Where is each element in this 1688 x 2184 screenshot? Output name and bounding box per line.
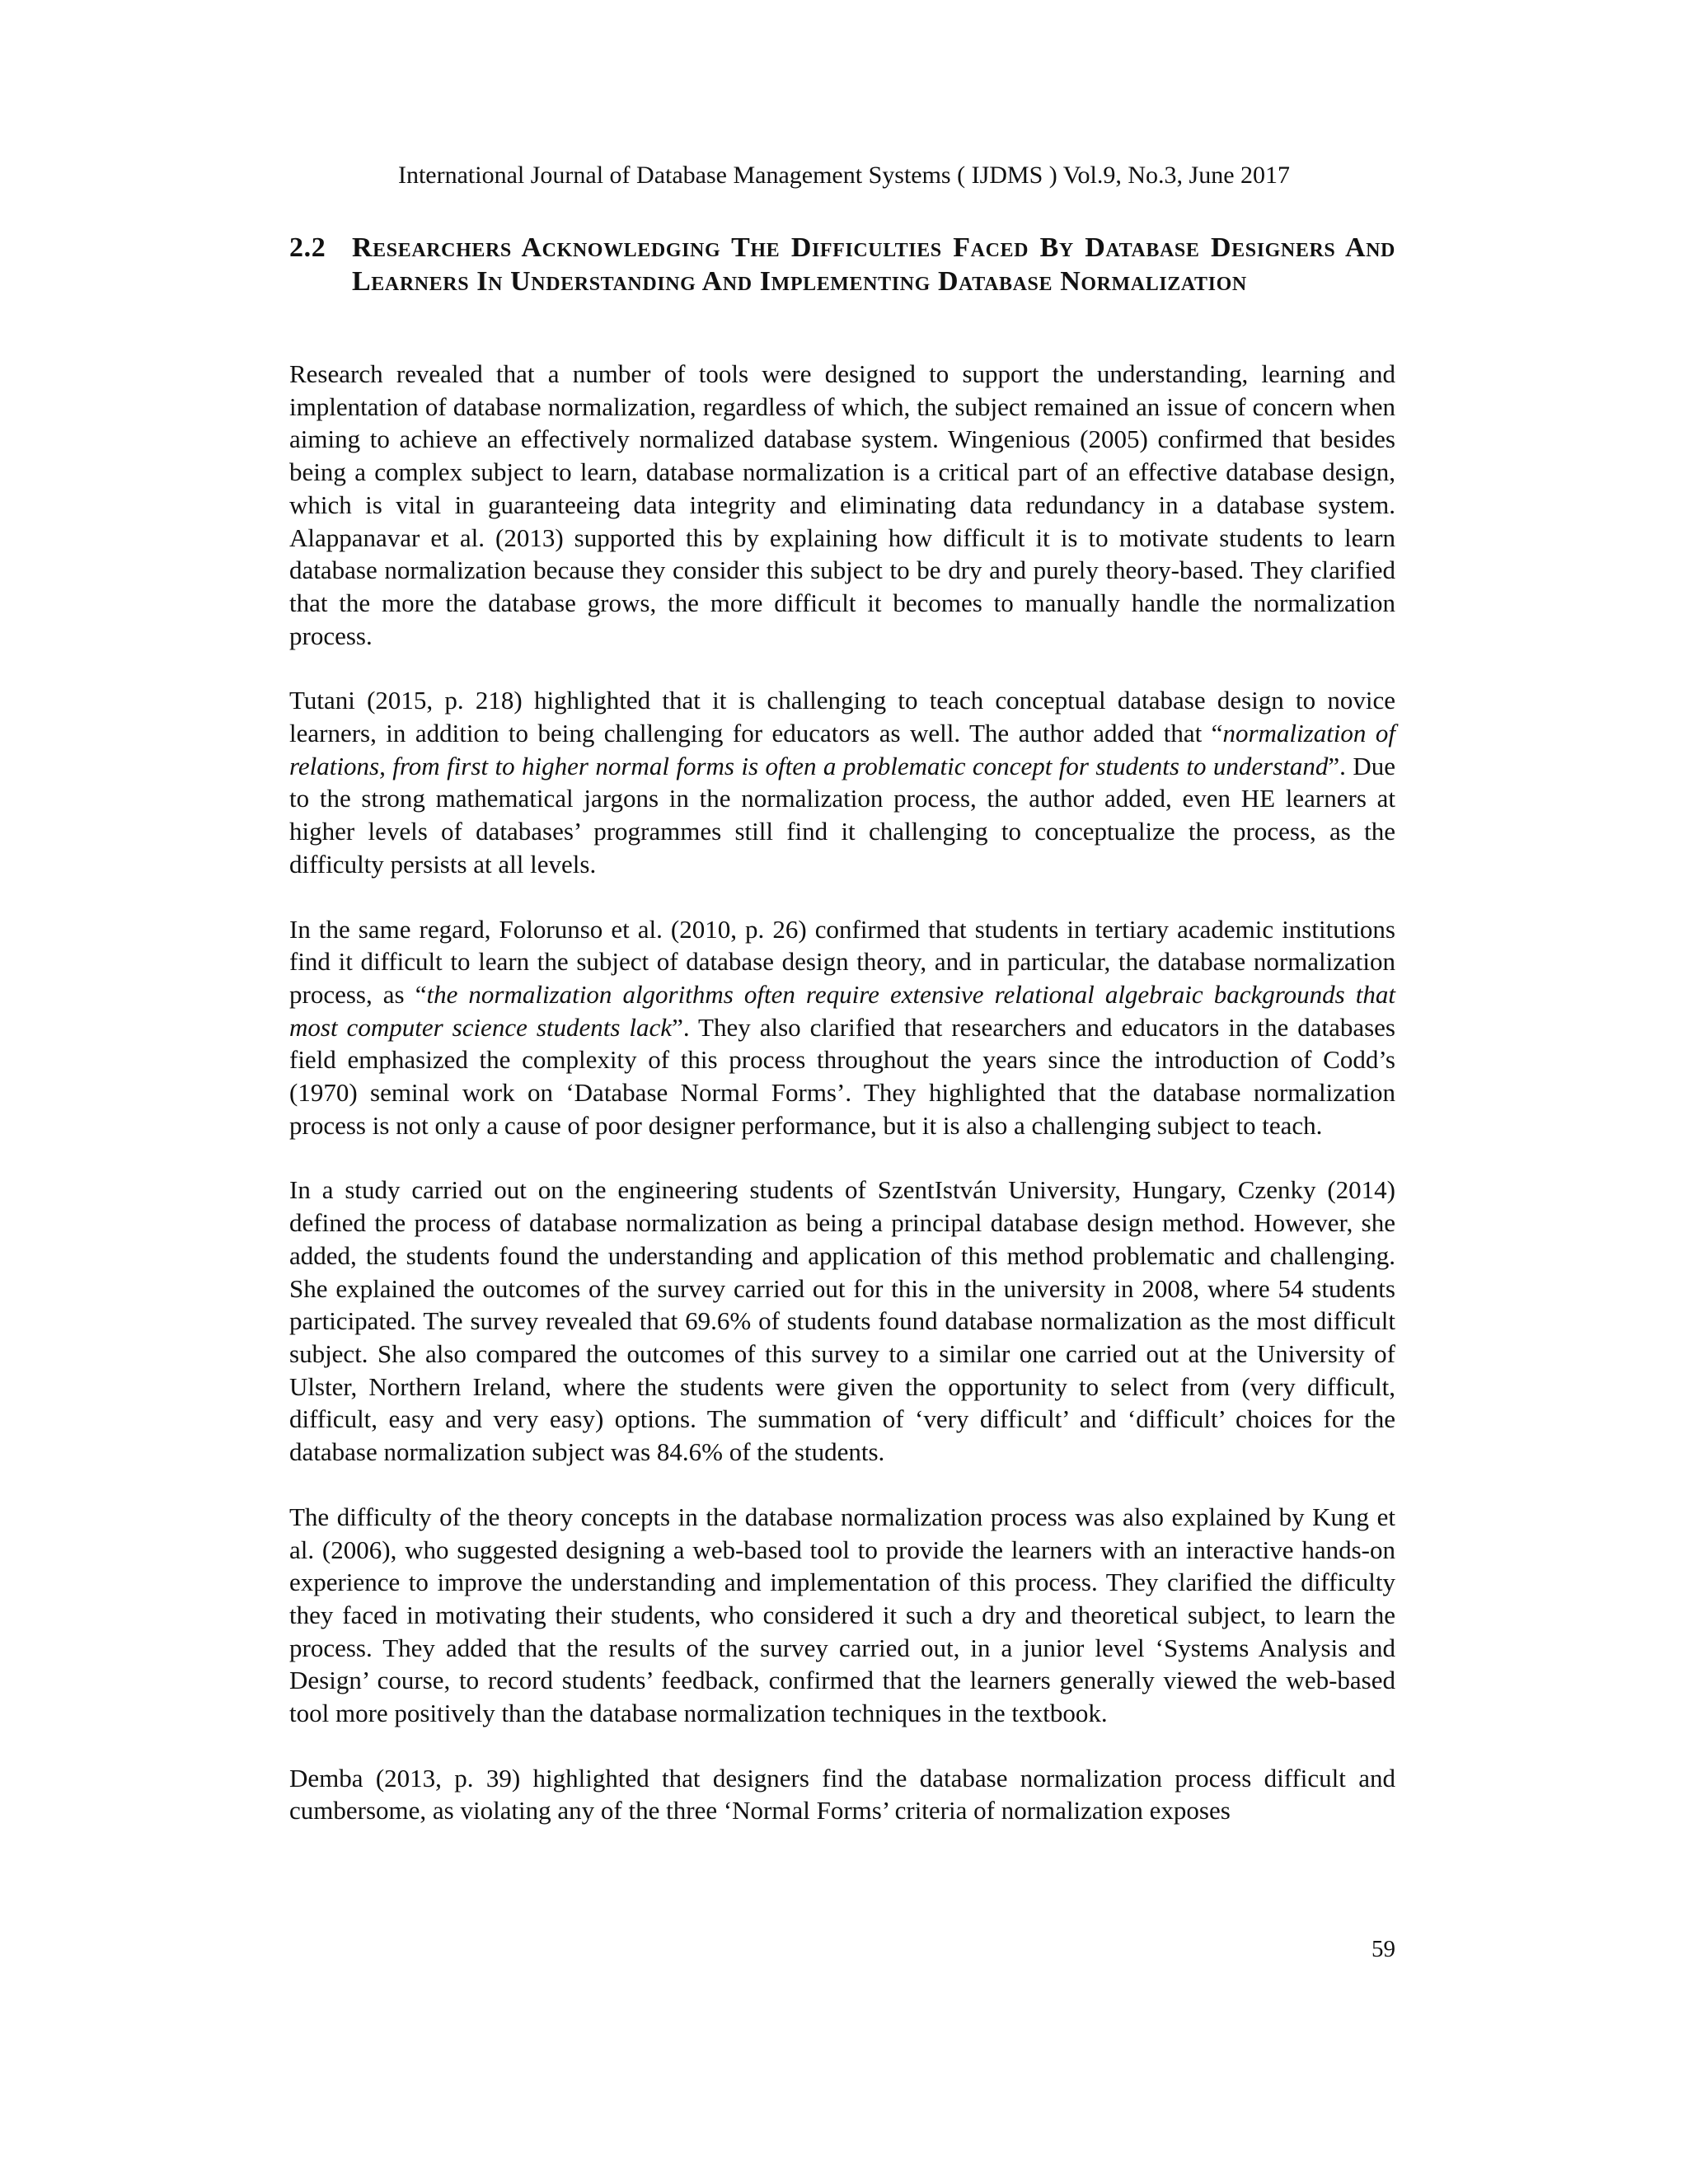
paragraph-2-lead: Tutani (2015, p. 218) highlighted that it is challenging to teach conceptual database design to novice learners, in addition to being challenging for educators as well. The author added that “: [289, 686, 1395, 748]
body-text: [289, 358, 1395, 1859]
paragraph-3-tail: ”. They also clarified that researchers and educators in the databases field emphasized the complexity of this process throughout the years since the introduction of Codd’s (1970) seminal work on ‘Database Normal Forms’. They highlighted that the database normalization process is not only a cause of poor designer performance, but it is also a challenging subject to teach.: [289, 1012, 1395, 1140]
section-number: 2.2: [289, 232, 326, 263]
running-header: International Journal of Database Management Systems ( IJDMS ) Vol.9, No.3, June 2017: [397, 162, 1291, 189]
section-heading: [289, 231, 1395, 298]
paragraph-2: [289, 684, 1395, 880]
paragraph-1: Research revealed that a number of tools were designed to support the understanding, learning and implentation of database normalization, regardless of which, the subject remained an issue of concern when aiming to achieve an effectively normalized database system. Wingenious (2005) confirmed that besides being a complex subject to learn, database normalization is a critical part of an effective database design, which is vital in guaranteeing data integrity and eliminating data redundancy in a database system. Alappanavar et al. (2013) supported this by explaining how difficult it is to motivate students to learn database normalization because they consider this subject to be dry and purely theory-based. They clarified that the more the database grows, the more difficult it becomes to manually handle the normalization process.: [289, 359, 1395, 650]
paragraph-2-quote: normalization of relations, from first to higher normal forms is often a problematic concept for students to understand: [289, 719, 1395, 780]
paragraph-4: In a study carried out on the engineering students of SzentIstván University, Hungary, Czenky (2014) defined the process of database normalization as being a principal database design method. However, she added, the students found the understanding and application of this method problematic and challenging. She explained the outcomes of the survey carried out for this in the university in 2008, where 54 students participated. The survey revealed that 69.6% of students found database normalization as the most difficult subject. She also compared the outcomes of this survey to a similar one carried out at the University of Ulster, Northern Ireland, where the students were given the opportunity to select from (very difficult, difficult, easy and very easy) options. The summation of ‘very difficult’ and ‘difficult’ choices for the database normalization subject was 84.6% of the students.: [289, 1175, 1395, 1467]
paragraph-3: [289, 913, 1395, 1142]
page-number: 59: [1372, 1936, 1395, 1962]
paragraph-5: The difficulty of the theory concepts in the database normalization process was also explained by Kung et al. (2006), who suggested designing a web-based tool to provide the learners with an interactive hands-on experience to improve the understanding and implementation of this process. They clarified the difficulty they faced in motivating their students, who considered it such a dry and theoretical subject, to learn the process. They added that the results of the survey carried out, in a junior level ‘Systems Analysis and Design’ course, to record students’ feedback, confirmed that the learners generally viewed the web-based tool more positively than the database normalization techniques in the textbook.: [289, 1502, 1395, 1728]
section-title: Researchers Acknowledging The Difficulties Faced By Database Designers And Learners In Understanding And Implementing Database Normalization: [352, 232, 1395, 297]
paragraph-6: Demba (2013, p. 39) highlighted that designers find the database normalization process difficult and cumbersome, as violating any of the three ‘Normal Forms’ criteria of normalization exposes: [289, 1763, 1395, 1825]
paragraph-3-lead: In the same regard, Folorunso et al. (2010, p. 26) confirmed that students in tertiary academic institutions find it difficult to learn the subject of database design theory, and in particular, the database normalization process, as “: [289, 914, 1395, 1009]
paragraph-2-tail: ”. Due to the strong mathematical jargons in the normalization process, the author added, even HE learners at higher levels of databases’ programmes still find it challenging to conceptualize the process, as the difficulty persists at all levels.: [289, 751, 1396, 879]
paragraph-3-quote: the normalization algorithms often require extensive relational algebraic backgrounds that most computer science students lack: [289, 979, 1395, 1042]
